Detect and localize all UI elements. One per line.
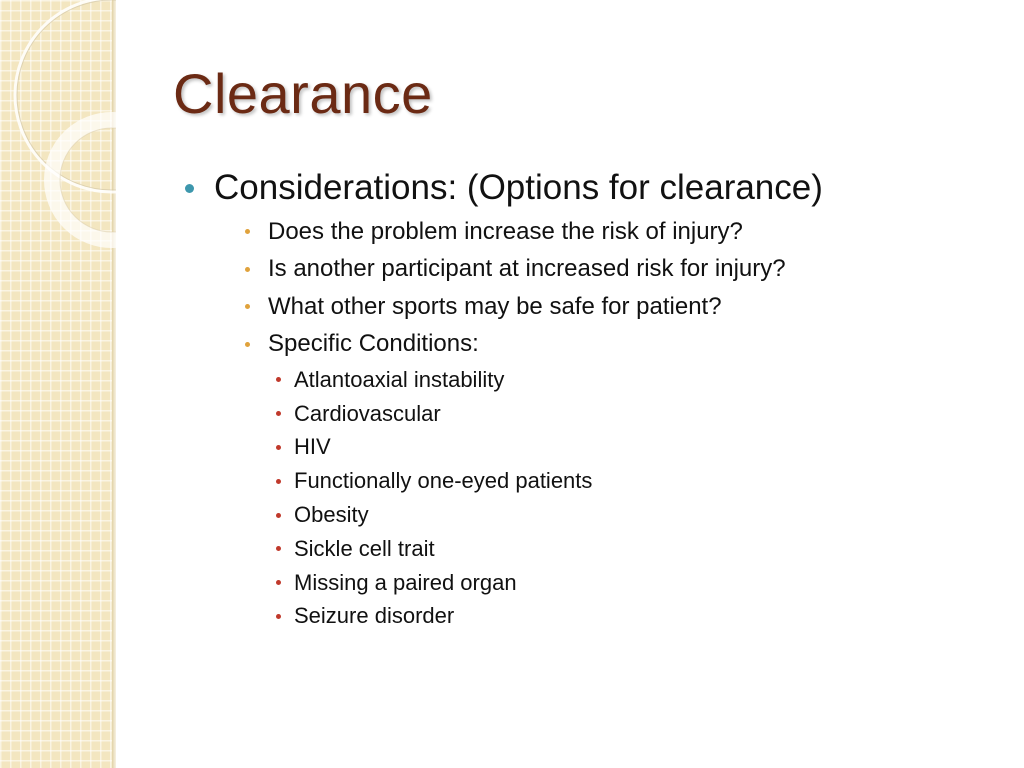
- bullet-dot-icon: [276, 580, 281, 585]
- slide-title: Clearance: [173, 62, 433, 125]
- bullet-dot-icon: [245, 342, 250, 347]
- bullet-text: Atlantoaxial instability: [294, 366, 505, 392]
- bullet-text: What other sports may be safe for patient?: [268, 292, 722, 320]
- bullet-dot-icon: [245, 267, 250, 272]
- bullet-text: Considerations: (Options for clearance): [214, 168, 823, 207]
- bullet-dot-icon: [276, 411, 281, 416]
- bullet-dot-icon: [245, 229, 250, 234]
- bullet-text: Functionally one-eyed patients: [294, 468, 593, 494]
- bullet-list: [183, 165, 983, 633]
- bullet-item-level2: [183, 288, 983, 326]
- decorative-circles-icon: [0, 0, 116, 260]
- bullet-item-level2: [183, 213, 983, 251]
- bullet-dot-icon: [276, 445, 281, 450]
- bullet-dot-icon: [276, 546, 281, 551]
- bullet-item-level3: [183, 431, 983, 465]
- bullet-text: Missing a paired organ: [294, 569, 517, 595]
- bullet-item-level2: [183, 251, 983, 289]
- bullet-dot-icon: [276, 377, 281, 382]
- bullet-dot-icon: [245, 304, 250, 309]
- bullet-text: Cardiovascular: [294, 400, 441, 426]
- bullet-text: Obesity: [294, 502, 369, 528]
- bullet-item-level3: [183, 600, 983, 634]
- bullet-item-level3: [183, 566, 983, 600]
- bullet-item-level3: [183, 363, 983, 397]
- bullet-dot-icon: [276, 479, 281, 484]
- bullet-text: Does the problem increase the risk of injury?: [268, 217, 743, 245]
- bullet-item-level3: [183, 532, 983, 566]
- bullet-dot-icon: [276, 513, 281, 518]
- bullet-text: HIV: [294, 434, 331, 460]
- bullet-item-level3: [183, 498, 983, 532]
- bullet-text: Specific Conditions:: [268, 330, 479, 358]
- bullet-item-level3: [183, 397, 983, 431]
- bullet-text: Seizure disorder: [294, 603, 455, 629]
- bullet-item-level1: [183, 165, 983, 211]
- bullet-item-level2: [183, 326, 983, 364]
- bullet-text: Sickle cell trait: [294, 535, 435, 561]
- bullet-dot-icon: [185, 184, 194, 193]
- bullet-text: Is another participant at increased risk for injury?: [268, 255, 786, 283]
- bullet-item-level3: [183, 464, 983, 498]
- bullet-dot-icon: [276, 614, 281, 619]
